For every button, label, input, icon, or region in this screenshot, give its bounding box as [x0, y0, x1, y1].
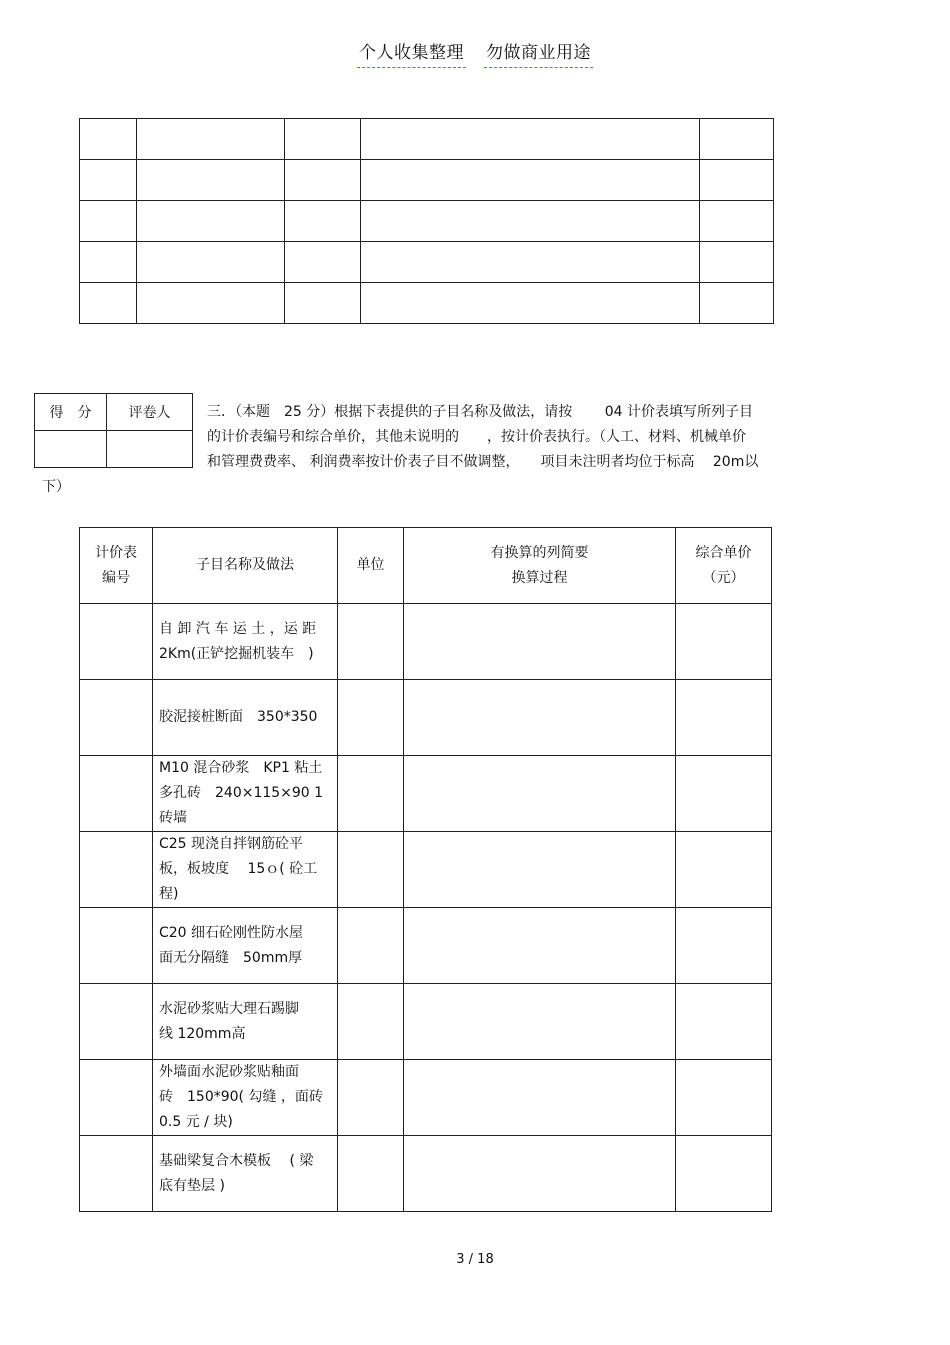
code-cell [80, 1060, 153, 1136]
process-cell [404, 832, 676, 908]
score-label: 得 分 [35, 394, 107, 431]
header-name: 子目名称及做法 [153, 528, 338, 604]
blank-cell [361, 160, 700, 201]
header-title-part1: 个人收集整理 [357, 43, 466, 68]
price-cell [676, 604, 772, 680]
blank-cell [137, 201, 285, 242]
blank-cell [361, 283, 700, 324]
unit-cell [338, 1060, 404, 1136]
blank-cell [80, 283, 137, 324]
code-cell [80, 832, 153, 908]
blank-cell [137, 119, 285, 160]
table-header-row [80, 528, 772, 604]
table-row [80, 908, 772, 984]
process-cell [404, 756, 676, 832]
page-header [0, 38, 950, 63]
table-row [80, 756, 772, 832]
blank-cell [285, 201, 361, 242]
grader-label: 评卷人 [107, 394, 193, 431]
blank-cell [700, 242, 774, 283]
table-row [80, 984, 772, 1060]
unit-cell [338, 680, 404, 756]
blank-cell [137, 283, 285, 324]
blank-table-row [80, 283, 774, 324]
score-cell [35, 431, 107, 468]
header-unit: 单位 [338, 528, 404, 604]
blank-cell [361, 201, 700, 242]
blank-cell [361, 242, 700, 283]
question-line-1: 三．（本题 25 分）根据下表提供的子目名称及做法，请按 04 计价表填写所列子目 [207, 404, 753, 420]
blank-cell [285, 242, 361, 283]
header-title-part2: 勿做商业用途 [484, 43, 593, 68]
process-cell [404, 984, 676, 1060]
name-cell: 外墙面水泥砂浆贴釉面 砖 150*90( 勾缝 ，面砖 0.5 元 / 块) [153, 1060, 338, 1136]
price-cell [676, 1060, 772, 1136]
price-cell [676, 984, 772, 1060]
blank-cell [80, 201, 137, 242]
code-cell [80, 908, 153, 984]
table-row [80, 1136, 772, 1212]
blank-cell [137, 160, 285, 201]
code-cell [80, 984, 153, 1060]
table-row [80, 1060, 772, 1136]
table-row [80, 832, 772, 908]
name-cell: C20 细石砼刚性防水屋 面无分隔缝 50mm厚 [153, 908, 338, 984]
blank-cell [700, 119, 774, 160]
price-cell [676, 756, 772, 832]
table-row [80, 680, 772, 756]
blank-cell [80, 242, 137, 283]
blank-table-row [80, 160, 774, 201]
price-cell [676, 1136, 772, 1212]
unit-cell [338, 604, 404, 680]
process-cell [404, 680, 676, 756]
blank-cell [80, 119, 137, 160]
code-cell [80, 680, 153, 756]
code-cell [80, 1136, 153, 1212]
blank-cell [700, 283, 774, 324]
question-line-4: 下） [42, 479, 70, 495]
header-price: 综合单价 （元） [676, 528, 772, 604]
blank-table-row [80, 201, 774, 242]
blank-table [79, 118, 774, 324]
table-row [80, 604, 772, 680]
price-cell [676, 832, 772, 908]
question-line-2: 的计价表编号和综合单价，其他未说明的 ，按计价表执行。（人工、材料、机械单价 [207, 429, 746, 445]
header-process: 有换算的列简要 换算过程 [404, 528, 676, 604]
unit-cell [338, 908, 404, 984]
price-cell [676, 908, 772, 984]
blank-table-row [80, 119, 774, 160]
unit-cell [338, 756, 404, 832]
blank-cell [80, 160, 137, 201]
blank-cell [700, 160, 774, 201]
name-cell: M10 混合砂浆 KP1 粘土 多孔砖 240×115×90 1 砖墙 [153, 756, 338, 832]
process-cell [404, 908, 676, 984]
grader-cell [107, 431, 193, 468]
blank-cell [137, 242, 285, 283]
name-cell: 水泥砂浆贴大理石踢脚 线 120mm高 [153, 984, 338, 1060]
question-line-3: 和管理费费率、 利润费率按计价表子目不做调整， 项目未注明者均位于标高 20m以 [207, 454, 759, 470]
score-box [34, 393, 193, 468]
blank-cell [700, 201, 774, 242]
blank-cell [285, 119, 361, 160]
name-cell: C25 现浇自拌钢筋砼平 板，板坡度 15ｏ( 砼工 程) [153, 832, 338, 908]
page-number: 3 / 18 [456, 1252, 494, 1267]
header-code: 计价表 编号 [80, 528, 153, 604]
name-cell: 自 卸 汽 车 运 土 ，运 距 2Km(正铲挖掘机装车 ) [153, 604, 338, 680]
blank-table-row [80, 242, 774, 283]
blank-cell [285, 160, 361, 201]
name-cell: 胶泥接桩断面 350*350 [153, 680, 338, 756]
unit-cell [338, 1136, 404, 1212]
process-cell [404, 604, 676, 680]
pricing-table [79, 527, 772, 1212]
question-text [207, 400, 817, 475]
name-cell: 基础梁复合木模板 ( 梁 底有垫层 ) [153, 1136, 338, 1212]
code-cell [80, 604, 153, 680]
process-cell [404, 1136, 676, 1212]
blank-cell [285, 283, 361, 324]
process-cell [404, 1060, 676, 1136]
unit-cell [338, 832, 404, 908]
price-cell [676, 680, 772, 756]
unit-cell [338, 984, 404, 1060]
code-cell [80, 756, 153, 832]
blank-cell [361, 119, 700, 160]
